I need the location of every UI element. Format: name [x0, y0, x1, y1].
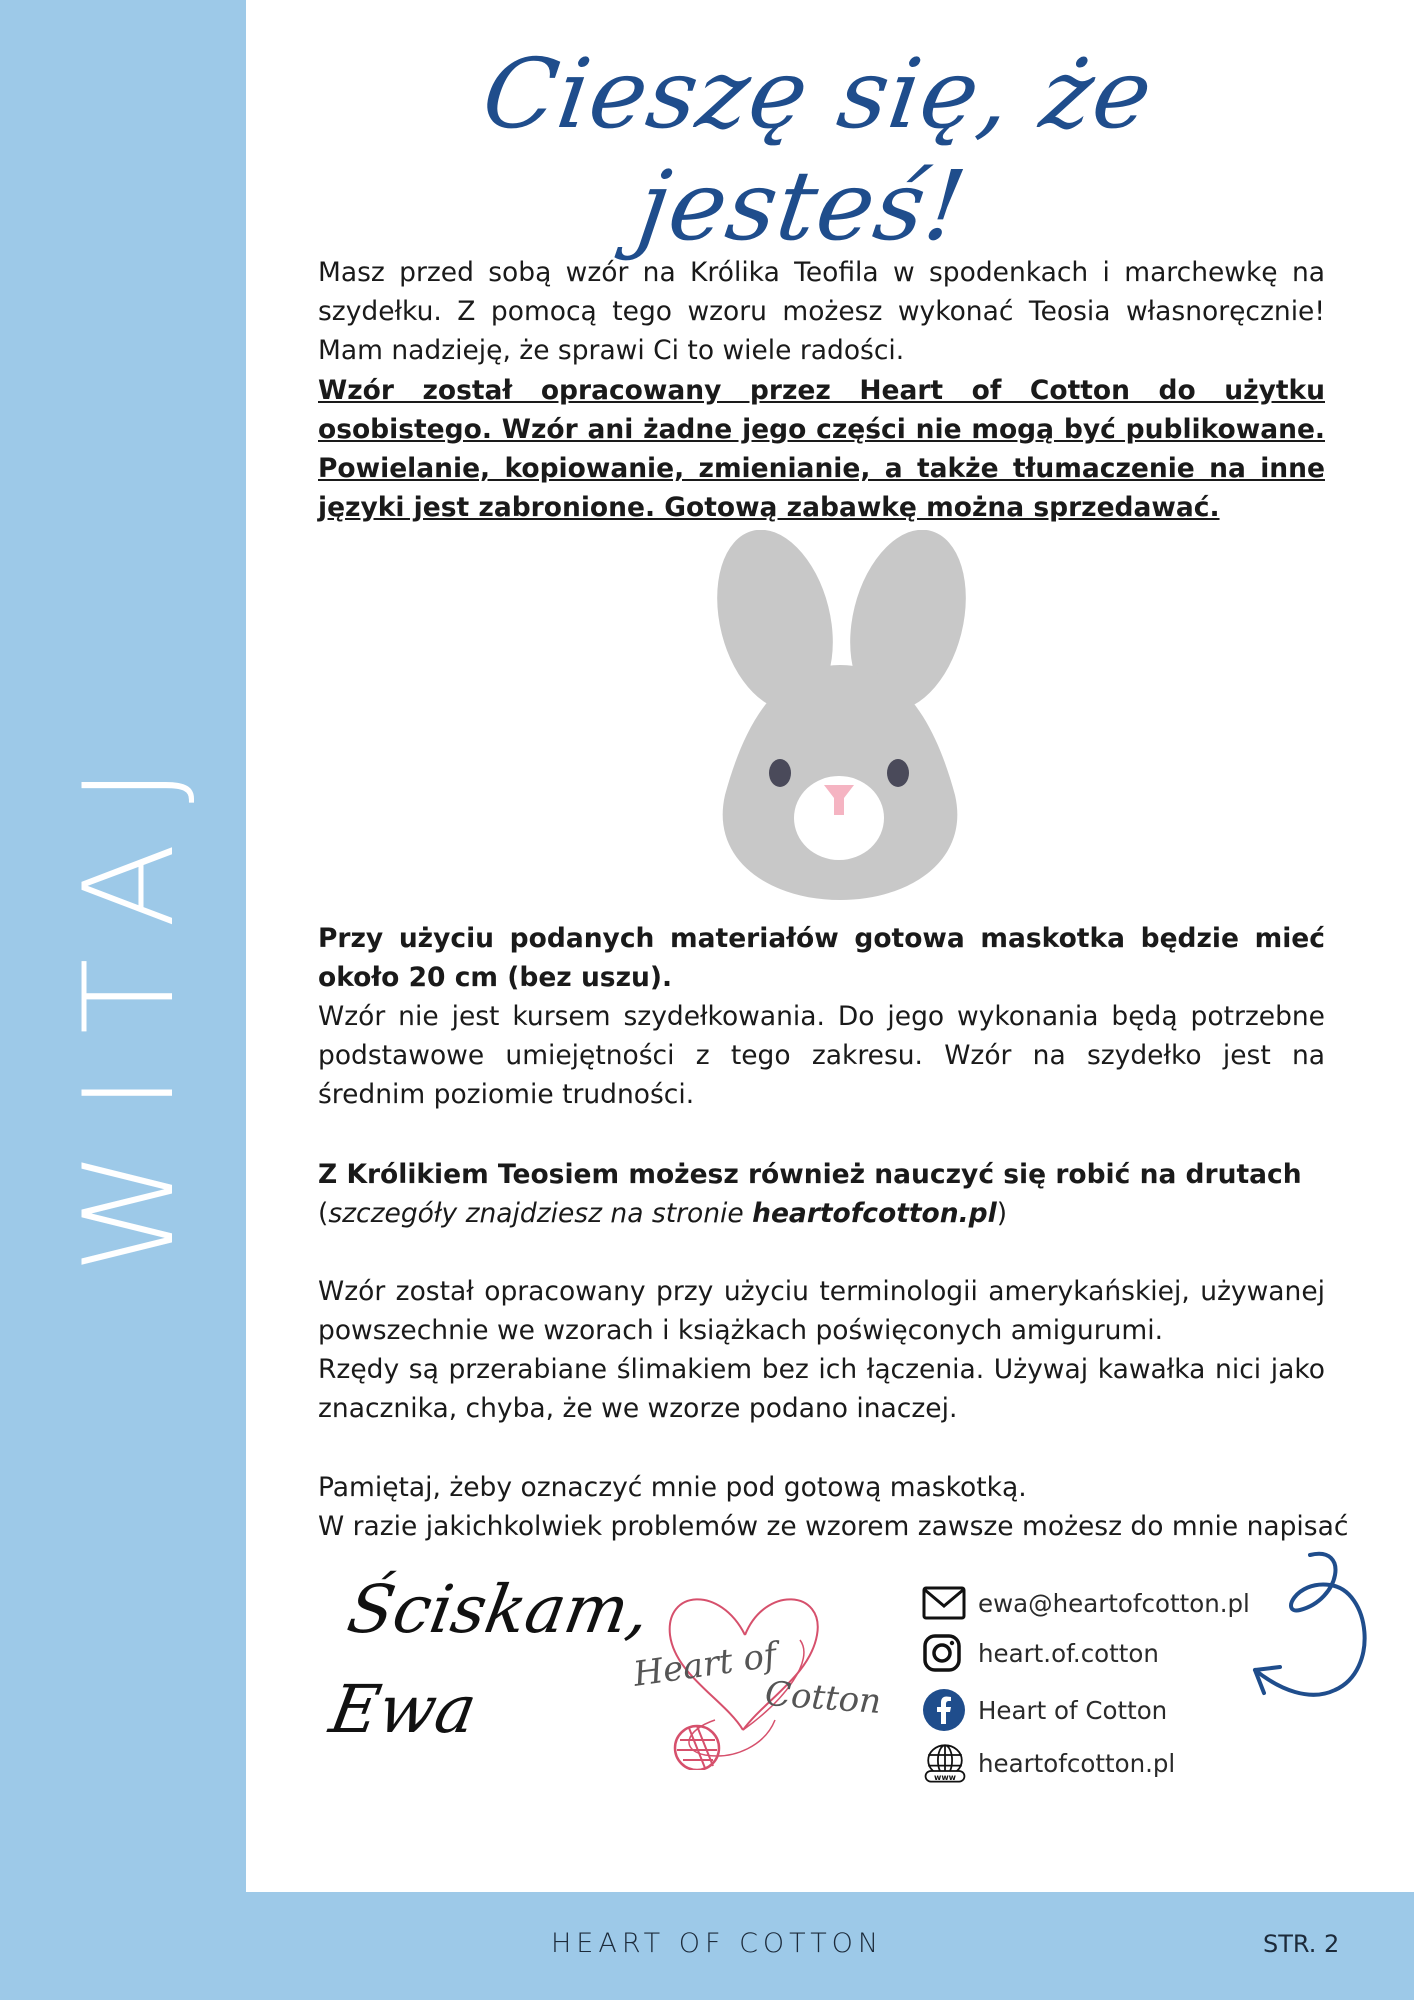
paren-open: (	[318, 1198, 329, 1229]
rounds-text: Rzędy są przerabiane ślimakiem bez ich łączenia. Używaj kawałka nici jako znacznika, chyba, że we wzorze podano inaczej.	[318, 1354, 1325, 1424]
www-label: www	[933, 1772, 957, 1782]
page-number: STR. 2	[1263, 1930, 1340, 1958]
signature-greeting: Ściskam,	[342, 1571, 656, 1648]
terminology-section	[318, 1272, 1325, 1428]
size-bold-text: Przy użyciu podanych materiałów gotowa maskotka będzie mieć około 20 cm (bez uszu).	[318, 923, 1325, 993]
skill-text: Wzór nie jest kursem szydełkowania. Do jego wykonania będą potrzebne podstawowe umiejętności z tego zakresu. Wzór na szydełko jest na średnim poziomie trudności.	[318, 1001, 1325, 1110]
intro-paragraph: Masz przed sobą wzór na Królika Teofila w spodenkach i marchewkę na szydełku. Z pomocą tego wzoru możesz wykonać Teosia własnoręcznie! Mam nadzieję, że sprawi Ci to wiele radości.	[318, 257, 1325, 366]
bunny-right-eye	[887, 759, 909, 787]
footer-brand: HEART OF COTTON	[551, 1928, 884, 1959]
knitting-note	[318, 1194, 1325, 1233]
knitting-note-italic: szczegóły znajdziesz na stronie	[328, 1198, 753, 1229]
knitting-section	[318, 1155, 1325, 1233]
size-section	[318, 919, 1325, 1114]
facebook-icon	[922, 1690, 968, 1730]
mail-icon	[922, 1583, 968, 1623]
paren-close: )	[996, 1198, 1008, 1229]
terminology-text: Wzór został opracowany przy użyciu terminologii amerykańskiej, używanej powszechnie we wzorach i książkach poświęconych amigurumi.	[318, 1276, 1325, 1346]
logo-text-heart-of: Heart of	[630, 1635, 779, 1695]
contact-email[interactable]	[922, 1583, 1250, 1623]
contact-section	[318, 1468, 1349, 1546]
instagram-icon	[922, 1633, 968, 1673]
heart-of-cotton-logo	[625, 1580, 883, 1770]
website-link[interactable]: heartofcotton.pl	[752, 1198, 997, 1229]
contact-invite: W razie jakichkolwiek problemów ze wzorem zawsze możesz do mnie napisać	[318, 1511, 1349, 1542]
globe-www-icon	[922, 1743, 968, 1783]
signature-name: Ewa	[324, 1671, 483, 1748]
contact-website[interactable]	[922, 1743, 1175, 1783]
bunny-left-eye	[769, 759, 791, 787]
bunny-illustration	[680, 530, 1000, 910]
logo-text-cotton: Cotton	[763, 1673, 883, 1723]
website-text: heartofcotton.pl	[978, 1748, 1176, 1778]
curly-arrow-icon	[1240, 1540, 1380, 1720]
instagram-text: heart.of.cotton	[978, 1638, 1159, 1668]
tag-reminder: Pamiętaj, żeby oznaczyć mnie pod gotową maskotką.	[318, 1472, 1027, 1503]
contact-facebook[interactable]	[922, 1690, 1167, 1730]
sidebar-title: WITAJ	[58, 726, 202, 1274]
email-text: ewa@heartofcotton.pl	[978, 1588, 1250, 1618]
signature	[322, 1560, 657, 1760]
knitting-bold-text: Z Królikiem Teosiem możesz również nauczyć się robić na drutach	[318, 1159, 1302, 1190]
facebook-text: Heart of Cotton	[978, 1695, 1168, 1725]
contact-instagram[interactable]	[922, 1633, 1159, 1673]
legal-notice: Wzór został opracowany przez Heart of Cotton do użytku osobistego. Wzór ani żadne jego części nie mogą być publikowane. Powielanie, kopiowanie, zmienianie, a także tłumaczenie na inne języki jest zabronione. Gotową zabawkę można sprzedawać.	[318, 375, 1325, 523]
page-heading: Cieszę się, że jesteś!	[476, 38, 1160, 262]
